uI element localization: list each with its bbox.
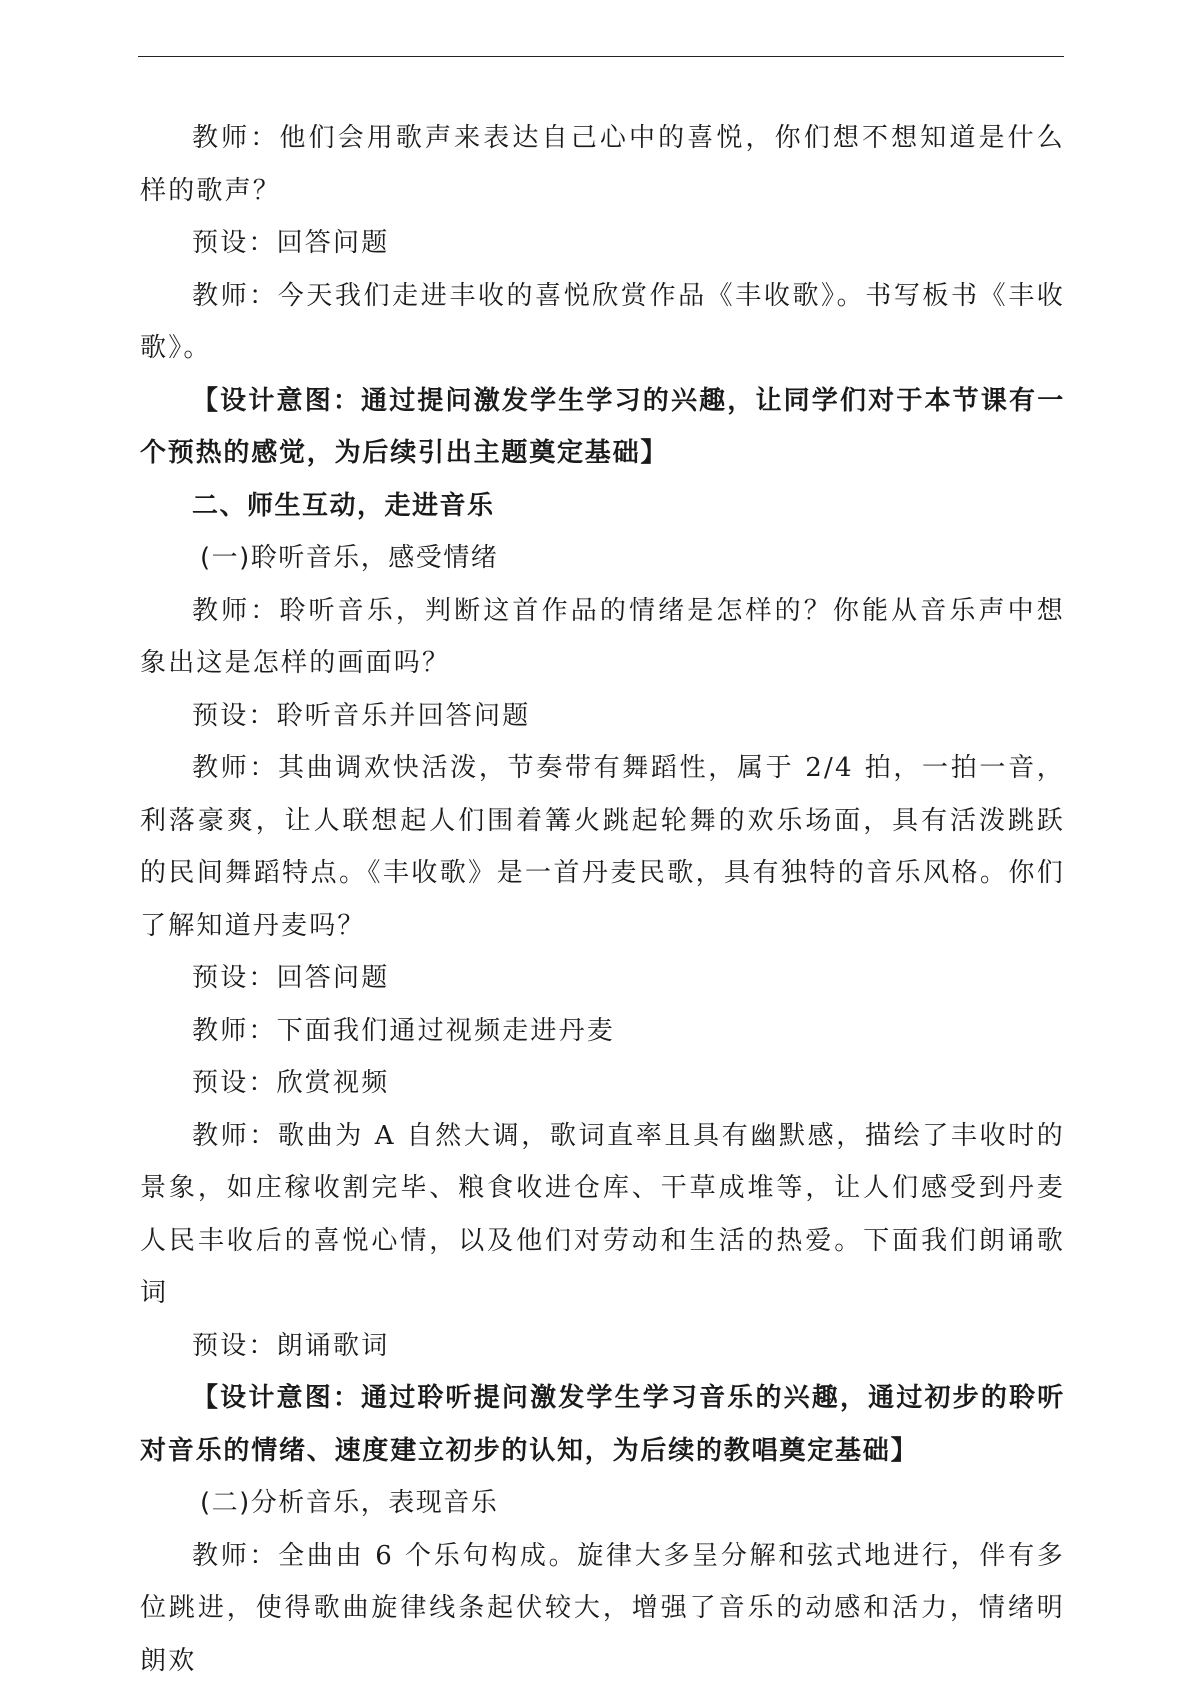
section-heading: 二、师生互动，走进音乐: [192, 490, 495, 521]
paragraph: 预设：朗诵歌词: [192, 1330, 390, 1361]
paragraph: 预设：回答问题: [192, 228, 390, 258]
paragraph: 预设：欣赏视频: [192, 1068, 390, 1098]
paragraph: 教师：其曲调欢快活泼，节奏带有舞蹈性，属于 2/4 拍，一拍一音，利落豪爽，让人联想起人们围着篝火跳起轮舞的欢乐场面，具有活泼跳跃的民间舞蹈特点。《丰收歌》是一首丹麦民歌，具有独特的音乐风格。你们了解知道丹麦吗？: [140, 753, 1065, 941]
design-intent-note: 【设计意图：通过聆听提问激发学生学习音乐的兴趣，通过初步的聆听对音乐的情绪、速度建立初步的认知，为后续的教唱奠定基础】: [140, 1383, 1065, 1466]
paragraph: 教师：下面我们通过视频走进丹麦: [192, 1015, 616, 1046]
paragraph: 预设：回答问题: [192, 963, 390, 993]
document-body: [140, 112, 1065, 1687]
subsection-heading: (二)分析音乐，表现音乐: [200, 1488, 499, 1518]
header-rule: [138, 56, 1064, 57]
paragraph: 教师：歌曲为 A 自然大调，歌词直率且具有幽默感，描绘了丰收时的景象，如庄稼收割完毕、粮食收进仓库、干草成堆等，让人们感受到丹麦人民丰收后的喜悦心情，以及他们对劳动和生活的热爱。下面我们朗诵歌词: [140, 1120, 1065, 1308]
design-intent-note: 【设计意图：通过提问激发学生学习的兴趣，让同学们对于本节课有一个预热的感觉，为后续引出主题奠定基础】: [140, 385, 1065, 468]
paragraph: 教师：聆听音乐，判断这首作品的情绪是怎样的？你能从音乐声中想象出这是怎样的画面吗？: [140, 595, 1065, 678]
paragraph: 教师：他们会用歌声来表达自己心中的喜悦，你们想不想知道是什么样的歌声？: [140, 123, 1065, 206]
paragraph: 教师：全曲由 6 个乐句构成。旋律大多呈分解和弦式地进行，伴有多位跳进，使得歌曲旋律线条起伏较大，增强了音乐的动感和活力，情绪明朗欢: [140, 1540, 1065, 1676]
paragraph: 教师：今天我们走进丰收的喜悦欣赏作品《丰收歌》。书写板书《丰收歌》。: [140, 280, 1065, 363]
subsection-heading: (一)聆听音乐，感受情绪: [200, 543, 499, 573]
paragraph: 预设：聆听音乐并回答问题: [192, 700, 531, 731]
